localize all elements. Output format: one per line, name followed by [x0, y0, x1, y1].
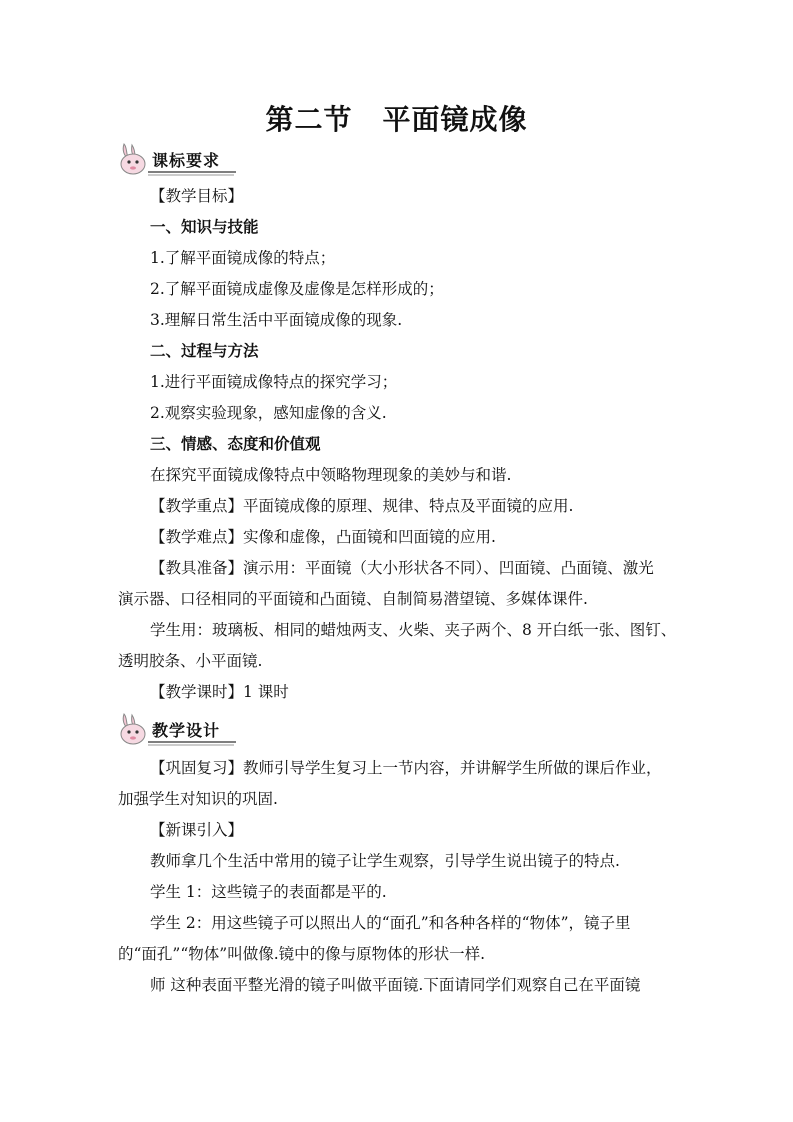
class-hours — [150, 682, 710, 702]
chapter-topic: 平面镜成像 — [382, 103, 528, 136]
knowledge-item-3: 3.理解日常生活中平面镜成像的现象. — [150, 311, 403, 329]
section-banner-design — [116, 712, 240, 748]
student1-answer: 学生 1：这些镜子的表面都是平的. — [150, 883, 387, 901]
key-label: 【教学重点】 — [150, 497, 244, 515]
teacher-line-1: 师 这种表面平整光滑的镜子叫做平面镜.下面请同学们观察自己在平面镜 — [150, 976, 641, 994]
banner-label: 课标要求 — [152, 151, 221, 170]
tools-line-2: 演示器、口径相同的平面镜和凸面镜、自制简易潜望镜、多媒体课件. — [118, 590, 588, 608]
student-line-2: 透明胶条、小平面镜. — [118, 652, 263, 670]
page-title — [0, 98, 793, 138]
intro-header: 【新课引入】 — [150, 821, 244, 839]
process-item-2: 2.观察实验现象，感知虚像的含义. — [150, 404, 387, 422]
knowledge-item-1: 1.了解平面镜成像的特点； — [150, 249, 336, 267]
key-text: 平面镜成像的原理、规律、特点及平面镜的应用. — [243, 497, 574, 515]
difficulty-text: 实像和虚像，凸面镜和凹面镜的应用. — [243, 528, 496, 546]
tools-line-1 — [150, 558, 676, 578]
section-banner-curriculum — [116, 142, 240, 178]
knowledge-header: 一、知识与技能 — [150, 218, 259, 236]
goal-header: 【教学目标】 — [150, 187, 244, 205]
difficulty-label: 【教学难点】 — [150, 528, 244, 546]
review-label: 【巩固复习】 — [150, 759, 244, 777]
student-line-1: 学生用：玻璃板、相同的蜡烛两支、火柴、夹子两个、8 开白纸一张、图钉、 — [150, 621, 677, 639]
key-points — [150, 496, 710, 516]
hours-label: 【教学课时】 — [150, 683, 244, 701]
chapter-number: 第二节 — [265, 103, 353, 136]
tools-text-1: 演示用：平面镜（大小形状各不同）、凹面镜、凸面镜、激光 — [243, 559, 654, 577]
review-text-1: 教师引导学生复习上一节内容，并讲解学生所做的课后作业， — [243, 759, 662, 777]
process-header: 二、过程与方法 — [150, 342, 259, 360]
emotion-text: 在探究平面镜成像特点中领略物理现象的美妙与和谐. — [150, 466, 512, 484]
tools-label: 【教具准备】 — [150, 559, 244, 577]
student2-line-1: 学生 2：用这些镜子可以照出人的“面孔”和各种各样的“物体”，镜子里 — [150, 914, 631, 932]
hours-text: 1 课时 — [243, 683, 289, 701]
review-line-2: 加强学生对知识的巩固. — [118, 790, 278, 808]
emotion-header: 三、情感、态度和价值观 — [150, 435, 321, 453]
difficulty-points — [150, 527, 710, 547]
knowledge-item-2: 2.了解平面镜成虚像及虚像是怎样形成的； — [150, 280, 444, 298]
review-line-1 — [150, 758, 676, 778]
process-item-1: 1.进行平面镜成像特点的探究学习； — [150, 373, 398, 391]
intro-paragraph: 教师拿几个生活中常用的镜子让学生观察，引导学生说出镜子的特点. — [150, 852, 620, 870]
banner-label: 教学设计 — [152, 721, 221, 740]
student2-line-2: 的“面孔”“物体”叫做像.镜中的像与原物体的形状一样. — [118, 945, 486, 963]
